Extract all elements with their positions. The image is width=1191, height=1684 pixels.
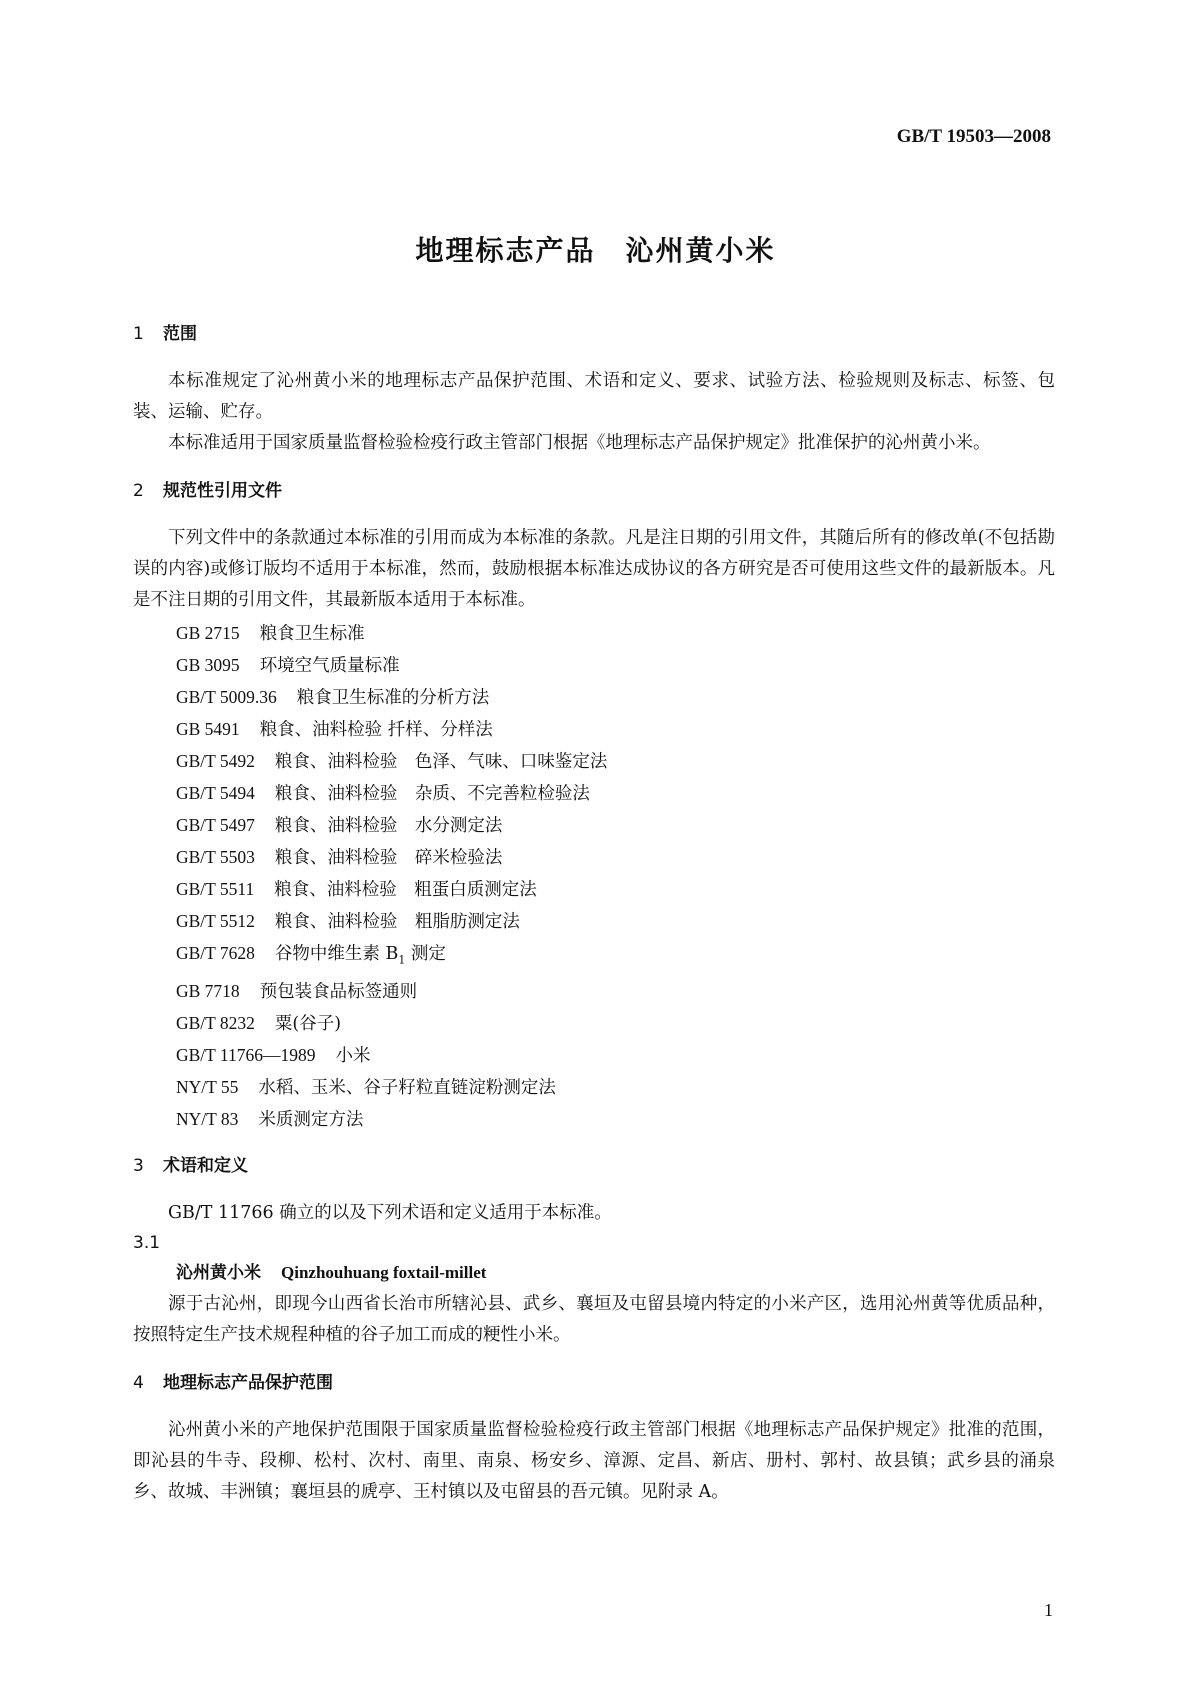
ref-code: GB/T 5492 xyxy=(176,751,255,771)
section-heading xyxy=(133,320,1055,348)
list-item xyxy=(133,650,1055,682)
list-item xyxy=(133,842,1055,874)
list-item xyxy=(133,976,1055,1008)
section-number: 2 xyxy=(133,481,144,501)
list-item xyxy=(133,906,1055,938)
ref-name: 粮食、油料检验 粗脂肪测定法 xyxy=(274,912,520,932)
reference-list xyxy=(133,618,1055,1136)
ref-name: 粮食、油料检验 色泽、气味、口味鉴定法 xyxy=(274,752,608,772)
paragraph: GB/T 11766 确立的以及下列术语和定义适用于本标准。 xyxy=(168,1202,612,1223)
ref-name: 预包装食品标签通则 xyxy=(259,981,418,1002)
subsection-number: 3.1 xyxy=(133,1232,161,1253)
section-number: 1 xyxy=(133,324,144,344)
section-heading xyxy=(133,477,1055,505)
term-english: Qinzhouhuang foxtail-millet xyxy=(281,1262,487,1282)
list-item xyxy=(133,682,1055,714)
term-chinese: 沁州黄小米 xyxy=(176,1262,261,1283)
list-item xyxy=(133,1008,1055,1040)
section-2 xyxy=(133,477,1055,1136)
list-item xyxy=(133,1072,1055,1104)
section-number: 4 xyxy=(133,1372,144,1393)
ref-code: GB/T 5009.36 xyxy=(176,687,277,707)
ref-code: GB 5491 xyxy=(176,719,240,739)
ref-name: 粮食、油料检验 粗蛋白质测定法 xyxy=(274,880,537,900)
ref-code: GB/T 8232 xyxy=(176,1012,255,1033)
section-title: 术语和定义 xyxy=(163,1155,248,1176)
ref-code: GB/T 11766—1989 xyxy=(176,1044,316,1065)
ref-name: 粟(谷子) xyxy=(274,1013,342,1034)
ref-code: GB 7718 xyxy=(176,980,240,1001)
list-item xyxy=(133,618,1055,650)
section-title: 范围 xyxy=(163,324,197,344)
ref-code: NY/T 55 xyxy=(176,1076,239,1097)
ref-code: GB/T 7628 xyxy=(176,943,255,963)
ref-name: 粮食、油料检验 碎米检验法 xyxy=(274,848,503,868)
document-body xyxy=(133,320,1055,1524)
section-number: 3 xyxy=(133,1155,144,1176)
section-4 xyxy=(133,1369,1055,1508)
section-title: 地理标志产品保护范围 xyxy=(163,1372,333,1393)
section-heading xyxy=(133,1152,1055,1180)
list-item xyxy=(133,938,1055,976)
list-item xyxy=(133,1040,1055,1072)
ref-name: 米质测定方法 xyxy=(258,1109,364,1130)
paragraph: 本标准适用于国家质量监督检验检疫行政主管部门根据《地理标志产品保护规定》批准保护的沁州黄小米。 xyxy=(168,433,991,453)
paragraph: 本标准规定了沁州黄小米的地理标志产品保护范围、术语和定义、要求、试验方法、检验规则及标志、标签、包装、运输、贮存。 xyxy=(133,371,1055,422)
term-definition: 源于古沁州，即现今山西省长治市所辖沁县、武乡、襄垣及屯留县境内特定的小米产区，选用沁州黄等优质品种，按照特定生产技术规程种植的谷子加工而成的粳性小米。 xyxy=(133,1293,1055,1345)
ref-code: NY/T 83 xyxy=(176,1108,239,1129)
section-heading xyxy=(133,1369,1055,1397)
ref-code: GB/T 5497 xyxy=(176,815,255,835)
ref-code: GB/T 5511 xyxy=(176,879,255,899)
paragraph: 沁州黄小米的产地保护范围限于国家质量监督检验检疫行政主管部门根据《地理标志产品保护规定》批准的范围，即沁县的牛寺、段柳、松村、次村、南里、南泉、杨安乡、漳源、定昌、新店、册村、郭村、故县镇；武乡县的涌泉乡、故城、丰洲镇；襄垣县的虒亭、王村镇以及屯留县的吾元镇。见附录 A。 xyxy=(133,1419,1055,1502)
section-1 xyxy=(133,320,1055,459)
ref-name-tail: 测定 xyxy=(405,944,446,964)
document-title: 地理标志产品 沁州黄小米 xyxy=(415,234,776,267)
ref-name: 小米 xyxy=(335,1045,371,1066)
ref-name: 粮食、油料检验 水分测定法 xyxy=(274,816,503,836)
list-item xyxy=(133,874,1055,906)
ref-name: 粮食卫生标准 xyxy=(259,624,365,644)
standard-code: GB/T 19503—2008 xyxy=(896,126,1051,147)
term-heading xyxy=(133,1257,1055,1289)
paragraph: 下列文件中的条款通过本标准的引用而成为本标准的条款。凡是注日期的引用文件，其随后所有的修改单(不包括勘误的内容)或修订版均不适用于本标准，然而，鼓励根据本标准达成协议的各方研究是否可使用这些文件的最新版本。凡是不注日期的引用文件，其最新版本适用于本标准。 xyxy=(133,528,1055,610)
section-title: 规范性引用文件 xyxy=(163,481,282,501)
ref-name: 谷物中维生素 B xyxy=(274,944,399,964)
ref-code: GB 2715 xyxy=(176,623,240,643)
list-item xyxy=(133,746,1055,778)
ref-name: 粮食、油料检验 扦样、分样法 xyxy=(259,720,493,740)
page-number: 1 xyxy=(1044,1600,1053,1620)
ref-code: GB/T 5503 xyxy=(176,847,255,867)
section-3 xyxy=(133,1152,1055,1351)
ref-code: GB 3095 xyxy=(176,655,240,675)
ref-code: GB/T 5512 xyxy=(176,911,255,931)
ref-code: GB/T 5494 xyxy=(176,783,255,803)
ref-name: 水稻、玉米、谷子籽粒直链淀粉测定法 xyxy=(258,1077,556,1098)
ref-name: 粮食卫生标准的分析方法 xyxy=(296,688,490,708)
list-item xyxy=(133,778,1055,810)
list-item xyxy=(133,810,1055,842)
subscript: 1 xyxy=(398,953,406,967)
list-item xyxy=(133,1104,1055,1136)
ref-name: 粮食、油料检验 杂质、不完善粒检验法 xyxy=(274,784,590,804)
list-item xyxy=(133,714,1055,746)
ref-name: 环境空气质量标准 xyxy=(259,656,400,676)
